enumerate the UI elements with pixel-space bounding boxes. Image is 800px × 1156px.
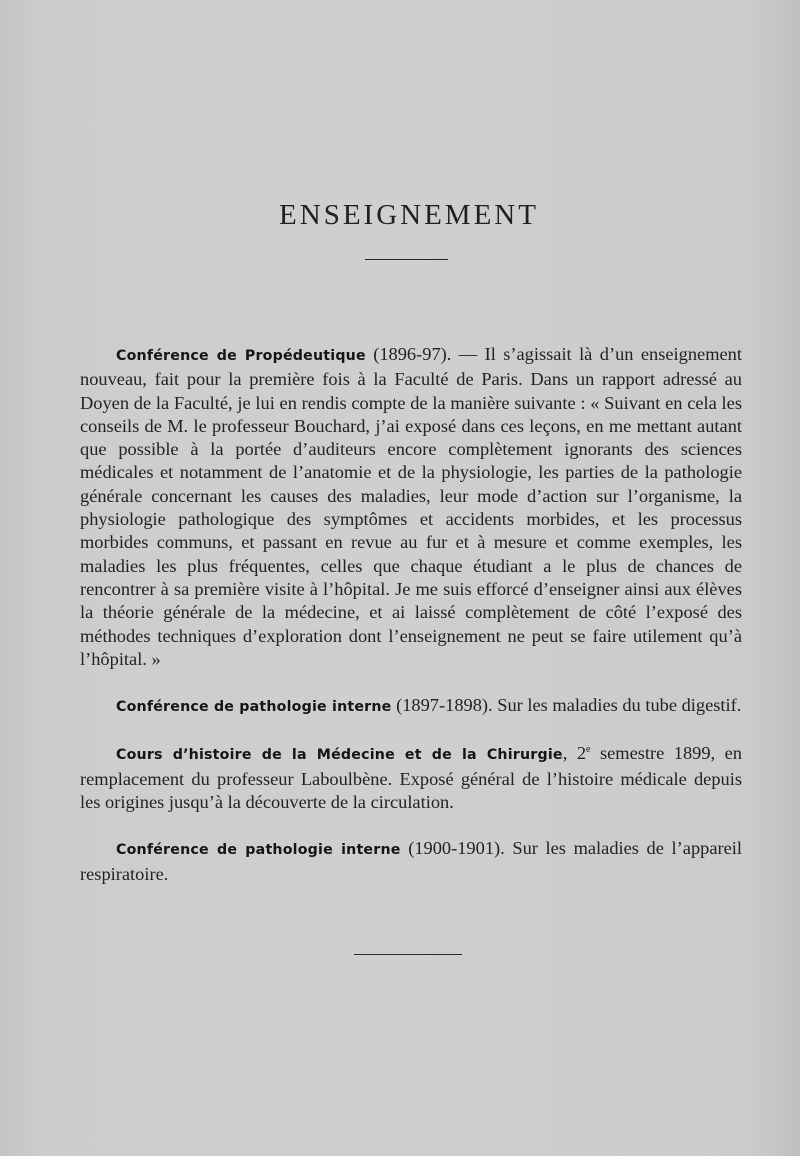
paragraph-text-prefix: , 2	[562, 743, 587, 764]
paragraph-propedeutique	[80, 343, 742, 671]
paragraph-text: semestre 1899, en remplacement du professeur Laboulbène. Exposé général de l’histoire médicale depuis les origines jusqu’à la découverte de la circulation.	[80, 743, 742, 813]
paragraph-heading: Conférence de pathologie interne	[116, 842, 401, 859]
paragraph-histoire-medecine	[80, 742, 742, 814]
paragraph-heading: Cours d’histoire de la Médecine et de la Chirurgie	[116, 747, 563, 764]
title-divider	[365, 259, 448, 261]
body-text	[80, 343, 742, 886]
paragraph-pathologie-1897	[80, 694, 742, 719]
ordinal-superscript: e	[586, 744, 591, 756]
paragraph-heading: Conférence de Propédeutique	[116, 348, 366, 364]
paragraph-text: (1896-97). — Il s’agissait là d’un enseignement nouveau, fait pour la première fois à la Faculté de Paris. Dans un rapport adressé au Doyen de la Faculté, je lui en rendis compte de la manière suivante : « Suivant en cela les conseils de M. le professeur Bouchard, j’ai exposé dans ces leçons, en me mettant autant que possible à la portée d’auditeurs encore complètement ignorants des sciences médicales et notamment de l’anatomie et de la physiologie, les parties de la pathologie générale concernant les causes des maladies, leur mode d’action sur l’organisme, la physiologie pathologique des symptômes et accidents morbides, et les processus morbides communs, et passant en revue au fur et à mesure et comme exemples, les maladies les plus fréquentes, celles que chaque étudiant a le plus de chances de rencontrer à sa première visite à l’hôpital. Je me suis efforcé d’enseigner ainsi aux élèves la théorie générale de la médecine, et ai laissé complètement de côté l’exposé des méthodes techniques d’exploration dont l’enseignement ne peut se faire utilement qu’à l’hôpital. »	[80, 344, 742, 669]
page-title: ENSEIGNEMENT	[279, 199, 539, 232]
end-divider	[354, 954, 462, 956]
paragraph-pathologie-1900	[80, 837, 742, 886]
paragraph-text: (1900-1901). Sur les maladies de l’appareil respiratoire.	[80, 838, 742, 884]
paragraph-heading: Conférence de pathologie interne	[116, 699, 392, 716]
paragraph-text: (1897-1898). Sur les maladies du tube digestif.	[391, 695, 742, 716]
